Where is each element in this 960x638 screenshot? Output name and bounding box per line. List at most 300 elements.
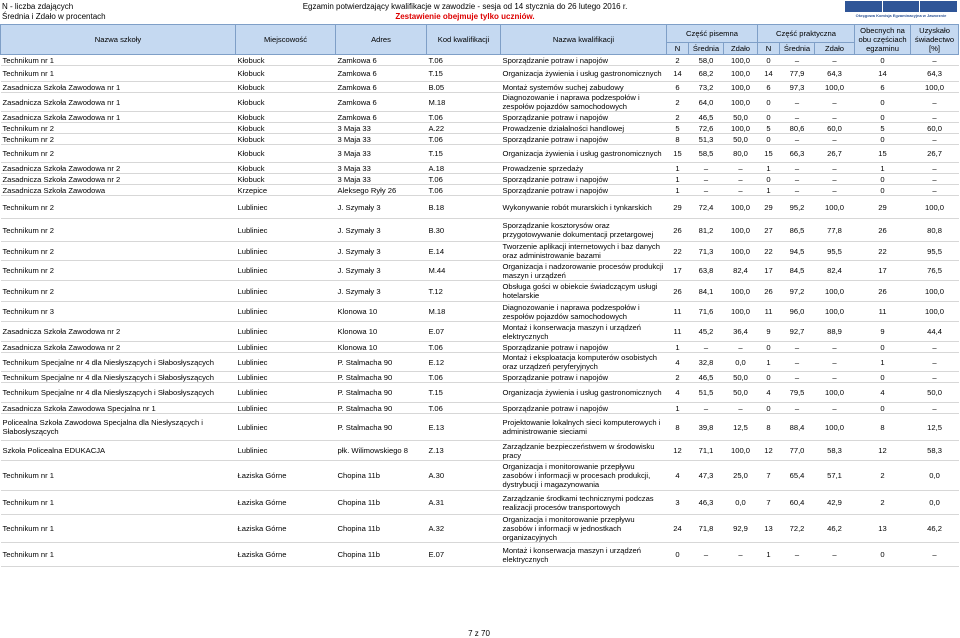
cell-address: płk. Wilimowskiego 8 bbox=[336, 441, 427, 461]
cell-present: 26 bbox=[855, 281, 911, 302]
cell-written-passed: 50,0 bbox=[724, 372, 758, 383]
cell-practical-n: 1 bbox=[758, 353, 780, 372]
cell-city: Lubliniec bbox=[236, 322, 336, 342]
cell-practical-passed: 77,8 bbox=[815, 219, 855, 242]
cell-practical-n: 8 bbox=[758, 414, 780, 441]
cell-certificate: 58,3 bbox=[911, 441, 959, 461]
cell-practical-n: 14 bbox=[758, 66, 780, 82]
cell-practical-passed: – bbox=[815, 543, 855, 567]
cell-qualification: Organizacja żywienia i usług gastronomicznych bbox=[501, 383, 667, 403]
cell-written-avg: 72,6 bbox=[689, 123, 724, 134]
cell-address: P. Stalmacha 90 bbox=[336, 353, 427, 372]
cell-practical-avg: – bbox=[780, 163, 815, 174]
cell-practical-avg: – bbox=[780, 112, 815, 123]
cell-city: Łaziska Górne bbox=[236, 491, 336, 515]
cell-code: E.07 bbox=[427, 322, 501, 342]
cell-practical-n: 5 bbox=[758, 123, 780, 134]
table-row bbox=[1, 174, 959, 185]
cell-city: Lubliniec bbox=[236, 353, 336, 372]
cell-written-n: 11 bbox=[667, 322, 689, 342]
cell-certificate: – bbox=[911, 163, 959, 174]
cell-present: 1 bbox=[855, 353, 911, 372]
cell-practical-n: 0 bbox=[758, 403, 780, 414]
cell-written-passed: 100,0 bbox=[724, 219, 758, 242]
cell-city: Łaziska Górne bbox=[236, 461, 336, 491]
cell-school: Zasadnicza Szkoła Zawodowa nr 2 bbox=[1, 174, 236, 185]
cell-city: Kłobuck bbox=[236, 66, 336, 82]
cell-address: Klonowa 10 bbox=[336, 302, 427, 322]
cell-qualification: Sporządzanie potraw i napojów bbox=[501, 342, 667, 353]
cell-school: Technikum Specjalne nr 4 dla Niesłyszących i Słabosłyszących bbox=[1, 372, 236, 383]
table-row bbox=[1, 145, 959, 163]
table-row bbox=[1, 93, 959, 112]
cell-qualification: Sporządzanie kosztorysów oraz przygotowywanie dokumentacji przetargowej bbox=[501, 219, 667, 242]
cell-city: Kłobuck bbox=[236, 55, 336, 66]
cell-written-n: 2 bbox=[667, 93, 689, 112]
cell-address: Zamkowa 6 bbox=[336, 66, 427, 82]
cell-practical-n: 15 bbox=[758, 145, 780, 163]
cell-practical-avg: 94,5 bbox=[780, 242, 815, 261]
cell-certificate: – bbox=[911, 55, 959, 66]
cell-practical-n: 0 bbox=[758, 372, 780, 383]
cell-practical-avg: – bbox=[780, 353, 815, 372]
cell-school: Technikum nr 2 bbox=[1, 134, 236, 145]
table-row bbox=[1, 163, 959, 174]
cell-city: Kłobuck bbox=[236, 134, 336, 145]
cell-code: M.44 bbox=[427, 261, 501, 281]
cell-address: 3 Maja 33 bbox=[336, 145, 427, 163]
cell-certificate: – bbox=[911, 543, 959, 567]
cell-practical-passed: 100,0 bbox=[815, 196, 855, 219]
cell-code: E.14 bbox=[427, 242, 501, 261]
cell-certificate: 64,3 bbox=[911, 66, 959, 82]
cell-qualification: Sporządzanie potraw i napojów bbox=[501, 403, 667, 414]
cell-practical-passed: 100,0 bbox=[815, 82, 855, 93]
cell-practical-avg: 88,4 bbox=[780, 414, 815, 441]
cell-written-passed: 50,0 bbox=[724, 383, 758, 403]
cell-practical-passed: 100,0 bbox=[815, 281, 855, 302]
cell-present: 22 bbox=[855, 242, 911, 261]
cell-written-passed: 25,0 bbox=[724, 461, 758, 491]
cell-school: Technikum nr 2 bbox=[1, 261, 236, 281]
cell-written-n: 3 bbox=[667, 491, 689, 515]
cell-school: Technikum nr 1 bbox=[1, 461, 236, 491]
table-row bbox=[1, 515, 959, 543]
cell-school: Zasadnicza Szkoła Zawodowa nr 1 bbox=[1, 112, 236, 123]
cell-practical-passed: 58,3 bbox=[815, 441, 855, 461]
cell-qualification: Organizacja i monitorowanie przepływu zasobów i informacji w jednostkach organizacyjnych bbox=[501, 515, 667, 543]
table-row bbox=[1, 66, 959, 82]
cell-practical-avg: 79,5 bbox=[780, 383, 815, 403]
cell-written-avg: 64,0 bbox=[689, 93, 724, 112]
cell-written-n: 22 bbox=[667, 242, 689, 261]
cell-practical-passed: – bbox=[815, 185, 855, 196]
cell-city: Lubliniec bbox=[236, 281, 336, 302]
cell-practical-passed: 100,0 bbox=[815, 302, 855, 322]
cell-school: Technikum nr 1 bbox=[1, 55, 236, 66]
cell-code: A.18 bbox=[427, 163, 501, 174]
cell-written-avg: 47,3 bbox=[689, 461, 724, 491]
cell-written-passed: 50,0 bbox=[724, 112, 758, 123]
cell-written-passed: – bbox=[724, 174, 758, 185]
cell-practical-n: 0 bbox=[758, 112, 780, 123]
cell-address: Zamkowa 6 bbox=[336, 112, 427, 123]
table-row bbox=[1, 82, 959, 93]
cell-written-avg: 73,2 bbox=[689, 82, 724, 93]
cell-school: Zasadnicza Szkoła Zawodowa nr 2 bbox=[1, 322, 236, 342]
cell-written-n: 12 bbox=[667, 441, 689, 461]
cell-school: Szkoła Policealna EDUKACJA bbox=[1, 441, 236, 461]
results-table bbox=[0, 24, 959, 567]
cell-school: Technikum nr 1 bbox=[1, 66, 236, 82]
cell-written-passed: 100,0 bbox=[724, 242, 758, 261]
cell-code: M.18 bbox=[427, 93, 501, 112]
cell-written-n: 14 bbox=[667, 66, 689, 82]
cell-code: T.15 bbox=[427, 383, 501, 403]
cell-present: 17 bbox=[855, 261, 911, 281]
cell-address: 3 Maja 33 bbox=[336, 134, 427, 145]
table-row bbox=[1, 461, 959, 491]
cell-school: Technikum nr 2 bbox=[1, 242, 236, 261]
cell-address: Zamkowa 6 bbox=[336, 82, 427, 93]
cell-school: Technikum nr 2 bbox=[1, 196, 236, 219]
cell-certificate: – bbox=[911, 403, 959, 414]
cell-written-passed: – bbox=[724, 163, 758, 174]
cell-written-avg: 58,0 bbox=[689, 55, 724, 66]
cell-certificate: 50,0 bbox=[911, 383, 959, 403]
cell-written-passed: 0,0 bbox=[724, 353, 758, 372]
cell-practical-n: 26 bbox=[758, 281, 780, 302]
table-row bbox=[1, 491, 959, 515]
cell-written-passed: 50,0 bbox=[724, 134, 758, 145]
cell-practical-passed: 64,3 bbox=[815, 66, 855, 82]
cell-practical-n: 12 bbox=[758, 441, 780, 461]
cell-certificate: – bbox=[911, 174, 959, 185]
col-header-address: Adres bbox=[336, 25, 427, 55]
cell-code: A.31 bbox=[427, 491, 501, 515]
cell-school: Technikum nr 2 bbox=[1, 123, 236, 134]
col-header-code: Kod kwalifikacji bbox=[427, 25, 501, 55]
cell-written-passed: – bbox=[724, 185, 758, 196]
cell-written-passed: 100,0 bbox=[724, 66, 758, 82]
cell-written-passed: 80,0 bbox=[724, 145, 758, 163]
cell-practical-passed: 100,0 bbox=[815, 383, 855, 403]
cell-address: Chopina 11b bbox=[336, 461, 427, 491]
cell-certificate: 100,0 bbox=[911, 82, 959, 93]
cell-practical-passed: – bbox=[815, 372, 855, 383]
cell-written-n: 24 bbox=[667, 515, 689, 543]
legend bbox=[2, 2, 106, 22]
cell-address: 3 Maja 33 bbox=[336, 174, 427, 185]
cell-qualification: Sporządzanie potraw i napojów bbox=[501, 372, 667, 383]
cell-practical-n: 1 bbox=[758, 543, 780, 567]
cell-written-passed: – bbox=[724, 342, 758, 353]
cell-written-avg: – bbox=[689, 342, 724, 353]
cell-address: Klonowa 10 bbox=[336, 322, 427, 342]
cell-practical-passed: 82,4 bbox=[815, 261, 855, 281]
cell-practical-n: 9 bbox=[758, 322, 780, 342]
cell-practical-avg: – bbox=[780, 55, 815, 66]
cell-practical-avg: 72,2 bbox=[780, 515, 815, 543]
cell-practical-passed: 57,1 bbox=[815, 461, 855, 491]
cell-code: A.32 bbox=[427, 515, 501, 543]
cell-written-n: 11 bbox=[667, 302, 689, 322]
table-row bbox=[1, 353, 959, 372]
cell-written-n: 1 bbox=[667, 342, 689, 353]
cell-school: Policealna Szkoła Zawodowa Specjalna dla Niesłyszących i Słabosłyszących bbox=[1, 414, 236, 441]
col-header-present: Obecnych na obu częściach egzaminu bbox=[855, 25, 911, 55]
cell-address: Chopina 11b bbox=[336, 543, 427, 567]
cell-address: J. Szymały 3 bbox=[336, 261, 427, 281]
table-row bbox=[1, 322, 959, 342]
cell-certificate: 100,0 bbox=[911, 281, 959, 302]
cell-practical-avg: – bbox=[780, 174, 815, 185]
cell-certificate: 80,8 bbox=[911, 219, 959, 242]
cell-practical-passed: 100,0 bbox=[815, 414, 855, 441]
cell-practical-passed: – bbox=[815, 112, 855, 123]
cell-qualification: Diagnozowanie i naprawa podzespołów i zespołów pojazdów samochodowych bbox=[501, 302, 667, 322]
cell-practical-n: 13 bbox=[758, 515, 780, 543]
cell-school: Zasadnicza Szkoła Zawodowa nr 2 bbox=[1, 342, 236, 353]
cell-practical-passed: – bbox=[815, 403, 855, 414]
col-header-qualification: Nazwa kwalifikacji bbox=[501, 25, 667, 55]
cell-school: Zasadnicza Szkoła Zawodowa nr 1 bbox=[1, 93, 236, 112]
cell-certificate: 44,4 bbox=[911, 322, 959, 342]
table-row bbox=[1, 441, 959, 461]
cell-certificate: 100,0 bbox=[911, 302, 959, 322]
cell-school: Technikum nr 1 bbox=[1, 515, 236, 543]
cell-qualification: Prowadzenie działalności handlowej bbox=[501, 123, 667, 134]
cell-address: P. Stalmacha 90 bbox=[336, 372, 427, 383]
cell-school: Zasadnicza Szkoła Zawodowa Specjalna nr 1 bbox=[1, 403, 236, 414]
cell-practical-n: 7 bbox=[758, 461, 780, 491]
cell-qualification: Montaż systemów suchej zabudowy bbox=[501, 82, 667, 93]
col-header-practical: Część praktyczna bbox=[758, 25, 855, 43]
cell-code: T.06 bbox=[427, 403, 501, 414]
cell-written-avg: 71,6 bbox=[689, 302, 724, 322]
cell-practical-passed: – bbox=[815, 163, 855, 174]
cell-written-passed: 92,9 bbox=[724, 515, 758, 543]
col-header-written-passed: Zdało bbox=[724, 43, 758, 55]
cell-present: 0 bbox=[855, 185, 911, 196]
cell-address: J. Szymały 3 bbox=[336, 196, 427, 219]
cell-practical-passed: 88,9 bbox=[815, 322, 855, 342]
cell-city: Kłobuck bbox=[236, 145, 336, 163]
cell-city: Kłobuck bbox=[236, 123, 336, 134]
cell-address: 3 Maja 33 bbox=[336, 163, 427, 174]
cell-practical-avg: 97,3 bbox=[780, 82, 815, 93]
report-note: Zestawienie obejmuje tylko uczniów. bbox=[395, 12, 535, 21]
cell-present: 0 bbox=[855, 403, 911, 414]
cell-school: Technikum nr 3 bbox=[1, 302, 236, 322]
cell-present: 26 bbox=[855, 219, 911, 242]
table-row bbox=[1, 261, 959, 281]
table-row bbox=[1, 185, 959, 196]
cell-written-avg: 58,5 bbox=[689, 145, 724, 163]
cell-qualification: Organizacja i monitorowanie przepływu zasobów i informacji w procesach produkcji, dystrybucji i magazynowania bbox=[501, 461, 667, 491]
cell-code: T.15 bbox=[427, 66, 501, 82]
col-header-certificate: Uzyskało świadectwo [%] bbox=[911, 25, 959, 55]
cell-city: Łaziska Górne bbox=[236, 515, 336, 543]
cell-qualification: Sporządzanie potraw i napojów bbox=[501, 185, 667, 196]
table-row bbox=[1, 403, 959, 414]
cell-certificate: – bbox=[911, 342, 959, 353]
col-header-city: Miejscowość bbox=[236, 25, 336, 55]
cell-written-n: 1 bbox=[667, 174, 689, 185]
cell-written-n: 5 bbox=[667, 123, 689, 134]
cell-written-n: 6 bbox=[667, 82, 689, 93]
cell-address: Chopina 11b bbox=[336, 515, 427, 543]
cell-practical-avg: – bbox=[780, 403, 815, 414]
cell-address: J. Szymały 3 bbox=[336, 281, 427, 302]
cell-present: 4 bbox=[855, 383, 911, 403]
cell-city: Kłobuck bbox=[236, 112, 336, 123]
cell-practical-avg: 86,5 bbox=[780, 219, 815, 242]
cell-written-passed: – bbox=[724, 403, 758, 414]
cell-school: Technikum nr 2 bbox=[1, 145, 236, 163]
report-title-line: Egzamin potwierdzający kwalifikacje w zawodzie - sesja od 14 stycznia do 26 lutego 2016 r. bbox=[302, 2, 628, 11]
cell-code: T.06 bbox=[427, 134, 501, 145]
cell-practical-passed: 26,7 bbox=[815, 145, 855, 163]
cell-written-passed: 36,4 bbox=[724, 322, 758, 342]
cell-address: Chopina 11b bbox=[336, 491, 427, 515]
table-row bbox=[1, 383, 959, 403]
cell-present: 0 bbox=[855, 134, 911, 145]
cell-qualification: Tworzenie aplikacji internetowych i baz danych oraz administrowanie bazami bbox=[501, 242, 667, 261]
report-title bbox=[200, 2, 730, 22]
col-header-written-n: N bbox=[667, 43, 689, 55]
cell-written-n: 1 bbox=[667, 185, 689, 196]
cell-present: 0 bbox=[855, 372, 911, 383]
cell-practical-passed: 42,9 bbox=[815, 491, 855, 515]
cell-certificate: – bbox=[911, 353, 959, 372]
cell-address: P. Stalmacha 90 bbox=[336, 414, 427, 441]
oke-logo-text: Okręgowa Komisja Egzaminacyjna w Jaworznie bbox=[855, 13, 947, 18]
cell-qualification: Sporządzanie potraw i napojów bbox=[501, 112, 667, 123]
table-row bbox=[1, 543, 959, 567]
table-row bbox=[1, 302, 959, 322]
cell-present: 29 bbox=[855, 196, 911, 219]
table-row bbox=[1, 55, 959, 66]
cell-written-n: 29 bbox=[667, 196, 689, 219]
cell-written-avg: 71,3 bbox=[689, 242, 724, 261]
cell-school: Technikum Specjalne nr 4 dla Niesłyszących i Słabosłyszących bbox=[1, 383, 236, 403]
cell-written-avg: 72,4 bbox=[689, 196, 724, 219]
cell-written-n: 8 bbox=[667, 134, 689, 145]
cell-address: Aleksego Ryły 26 bbox=[336, 185, 427, 196]
cell-certificate: 76,5 bbox=[911, 261, 959, 281]
cell-school: Zasadnicza Szkoła Zawodowa nr 1 bbox=[1, 82, 236, 93]
cell-code: T.06 bbox=[427, 174, 501, 185]
cell-practical-avg: 65,4 bbox=[780, 461, 815, 491]
cell-present: 14 bbox=[855, 66, 911, 82]
cell-certificate: 95,5 bbox=[911, 242, 959, 261]
cell-practical-n: 22 bbox=[758, 242, 780, 261]
table-row bbox=[1, 342, 959, 353]
cell-certificate: 0,0 bbox=[911, 491, 959, 515]
cell-city: Kłobuck bbox=[236, 174, 336, 185]
cell-written-n: 4 bbox=[667, 353, 689, 372]
cell-practical-passed: – bbox=[815, 134, 855, 145]
cell-city: Lubliniec bbox=[236, 414, 336, 441]
cell-qualification: Wykonywanie robót murarskich i tynkarskich bbox=[501, 196, 667, 219]
cell-practical-avg: 77,9 bbox=[780, 66, 815, 82]
cell-written-avg: – bbox=[689, 163, 724, 174]
cell-qualification: Montaż i eksploatacja komputerów osobistych oraz urządzeń peryferyjnych bbox=[501, 353, 667, 372]
cell-written-n: 4 bbox=[667, 461, 689, 491]
cell-practical-n: 0 bbox=[758, 93, 780, 112]
legend-line-n: N - liczba zdających bbox=[2, 2, 74, 11]
cell-written-passed: 100,0 bbox=[724, 82, 758, 93]
cell-written-avg: 84,1 bbox=[689, 281, 724, 302]
cell-practical-avg: 97,2 bbox=[780, 281, 815, 302]
cell-address: J. Szymały 3 bbox=[336, 219, 427, 242]
cell-practical-n: 0 bbox=[758, 134, 780, 145]
cell-qualification: Sporządzanie potraw i napojów bbox=[501, 174, 667, 185]
cell-school: Zasadnicza Szkoła Zawodowa nr 2 bbox=[1, 163, 236, 174]
cell-written-n: 1 bbox=[667, 163, 689, 174]
cell-qualification: Projektowanie lokalnych sieci komputerowych i administrowanie sieciami bbox=[501, 414, 667, 441]
cell-practical-n: 7 bbox=[758, 491, 780, 515]
cell-certificate: 60,0 bbox=[911, 123, 959, 134]
page-number: 7 z 70 bbox=[468, 629, 490, 638]
cell-certificate: – bbox=[911, 93, 959, 112]
oke-logo-mark bbox=[845, 1, 957, 12]
cell-written-n: 0 bbox=[667, 543, 689, 567]
cell-practical-avg: 84,5 bbox=[780, 261, 815, 281]
cell-practical-avg: – bbox=[780, 372, 815, 383]
cell-code: T.12 bbox=[427, 281, 501, 302]
cell-code: Z.13 bbox=[427, 441, 501, 461]
cell-written-n: 1 bbox=[667, 403, 689, 414]
cell-written-n: 4 bbox=[667, 383, 689, 403]
cell-present: 12 bbox=[855, 441, 911, 461]
cell-written-avg: – bbox=[689, 543, 724, 567]
cell-written-n: 2 bbox=[667, 372, 689, 383]
cell-certificate: – bbox=[911, 185, 959, 196]
cell-written-passed: 100,0 bbox=[724, 281, 758, 302]
cell-address: P. Stalmacha 90 bbox=[336, 383, 427, 403]
cell-city: Lubliniec bbox=[236, 383, 336, 403]
cell-written-avg: 71,1 bbox=[689, 441, 724, 461]
cell-code: E.12 bbox=[427, 353, 501, 372]
cell-written-n: 15 bbox=[667, 145, 689, 163]
cell-written-avg: – bbox=[689, 403, 724, 414]
cell-address: P. Stalmacha 90 bbox=[336, 403, 427, 414]
cell-written-n: 26 bbox=[667, 281, 689, 302]
cell-practical-avg: 60,4 bbox=[780, 491, 815, 515]
cell-written-avg: 46,5 bbox=[689, 372, 724, 383]
cell-city: Kłobuck bbox=[236, 82, 336, 93]
cell-practical-avg: – bbox=[780, 93, 815, 112]
cell-code: T.15 bbox=[427, 145, 501, 163]
legend-line-percent: Średnia i Zdało w procentach bbox=[2, 12, 106, 21]
cell-city: Lubliniec bbox=[236, 342, 336, 353]
cell-code: M.18 bbox=[427, 302, 501, 322]
cell-present: 0 bbox=[855, 174, 911, 185]
cell-present: 13 bbox=[855, 515, 911, 543]
cell-written-avg: 63,8 bbox=[689, 261, 724, 281]
cell-practical-n: 11 bbox=[758, 302, 780, 322]
cell-code: T.06 bbox=[427, 372, 501, 383]
cell-address: 3 Maja 33 bbox=[336, 123, 427, 134]
cell-written-avg: – bbox=[689, 174, 724, 185]
cell-practical-passed: 95,5 bbox=[815, 242, 855, 261]
table-row bbox=[1, 112, 959, 123]
table-row bbox=[1, 219, 959, 242]
cell-certificate: 26,7 bbox=[911, 145, 959, 163]
cell-practical-avg: – bbox=[780, 185, 815, 196]
